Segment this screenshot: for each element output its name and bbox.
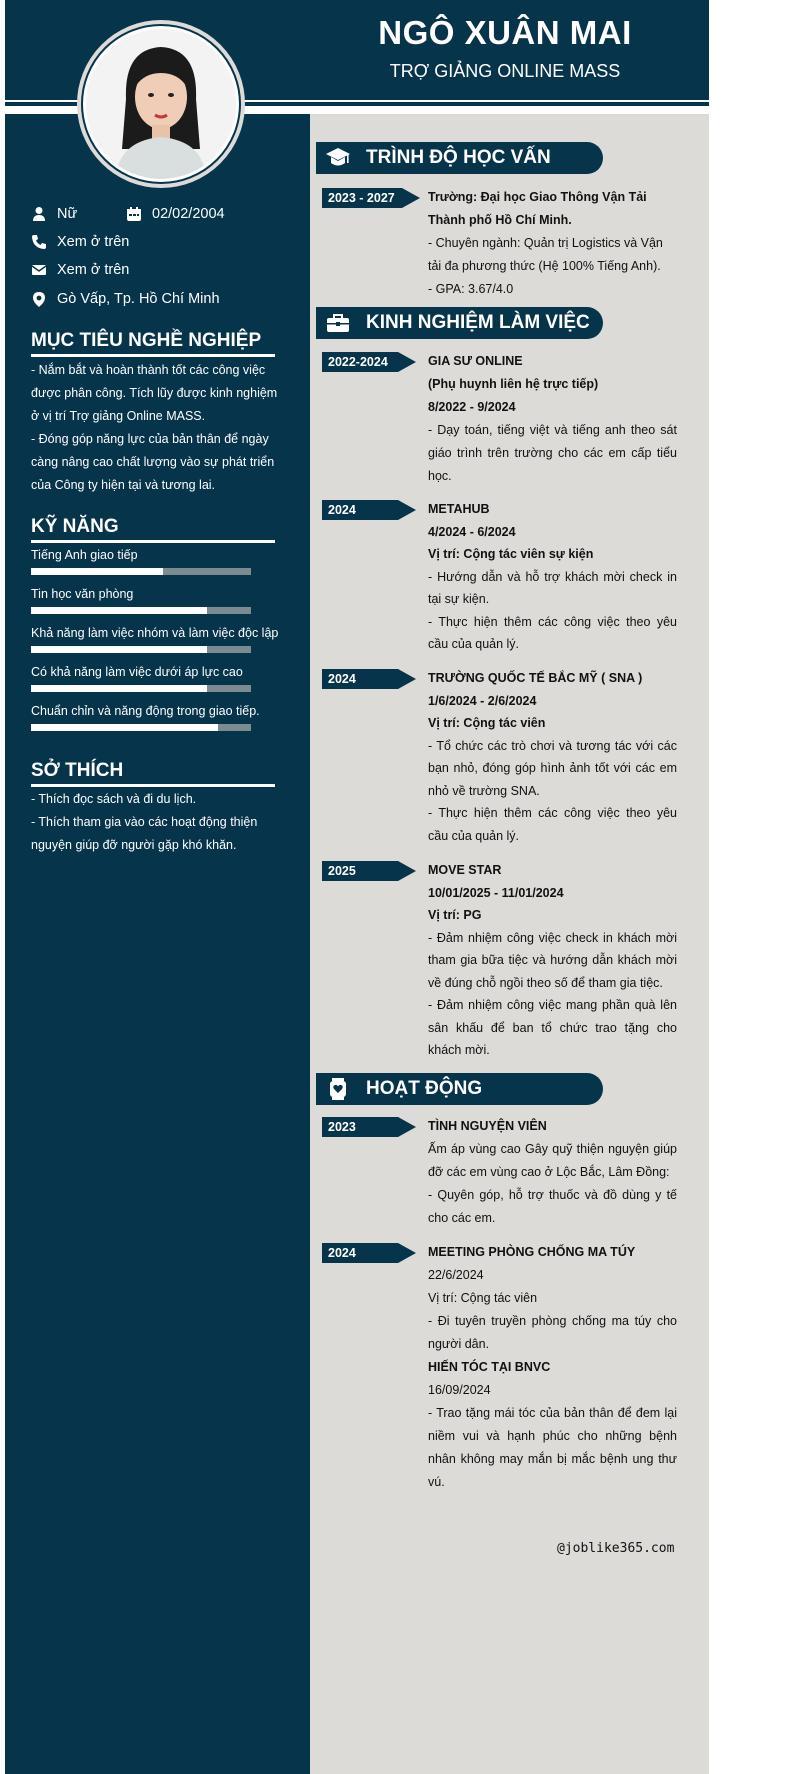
- tag-arrow: [402, 188, 420, 208]
- calendar-icon: [126, 206, 142, 222]
- skill-bar: [31, 646, 251, 653]
- experience-line: - Dạy toán, tiếng việt và tiếng anh theo sát giáo trình trên trường cho các em cấp tiểu học.: [428, 423, 677, 483]
- experience-period-tag: [322, 352, 416, 372]
- hobbies-heading: SỞ THÍCH: [31, 760, 275, 787]
- experience-date: 4/2024 - 6/2024: [428, 524, 516, 539]
- experience-date: 8/2022 - 9/2024: [428, 400, 516, 414]
- skill-bar-fill: [31, 724, 218, 731]
- gender-value: Nữ: [57, 206, 78, 222]
- avatar-portrait: [86, 29, 236, 179]
- education-entry: [428, 186, 677, 301]
- experience-line: - Đảm nhiệm công việc check in khách mời tham gia bữa tiệc và hướng dẫn khách mời về đúng chỗ ngồi theo số để tham gia tiệc.: [428, 930, 677, 990]
- education-school: Trường: Đại học Giao Thông Vận Tải Thành phố Hồ Chí Minh.: [428, 190, 647, 227]
- avatar: [83, 26, 239, 182]
- hobbies-text: [31, 788, 286, 857]
- experience-sub: (Phụ huynh liên hệ trực tiếp): [428, 377, 599, 391]
- education-major: - Chuyên ngành: Quản trị Logistics và Vận tải đa phương thức (Hệ 100% Tiếng Anh).: [428, 236, 663, 273]
- objective-text: [31, 359, 286, 497]
- experience-line: - Đảm nhiệm công việc mang phần quà lên sân khấu để ban tổ chức trao tặng cho khách mời.: [428, 998, 677, 1057]
- person-icon: [31, 206, 47, 222]
- experience-period-tag: [322, 861, 416, 881]
- education-period-tag: [322, 188, 420, 208]
- phone-icon: [31, 234, 47, 250]
- email-value: Xem ở trên: [57, 262, 130, 278]
- gender-row: [31, 206, 77, 222]
- experience-period-tag: [322, 669, 416, 689]
- experience-entry: [428, 498, 677, 656]
- envelope-icon: [31, 262, 47, 278]
- activity-date: 16/09/2024: [428, 1383, 491, 1397]
- experience-line: - Hướng dẫn và hỗ trợ khách mời check in tại sự kiện.: [428, 569, 677, 606]
- experience-heading-text: KINH NGHIỆM LÀM VIỆC: [366, 312, 590, 333]
- briefcase-icon: [326, 313, 350, 333]
- birthdate-row: [126, 206, 225, 222]
- activity-desc: Ấm áp vùng cao Gây quỹ thiện nguyện giúp đỡ các em vùng cao ở Lộc Bắc, Lâm Đồng:: [428, 1142, 677, 1179]
- skill-bar: [31, 568, 251, 575]
- skill-bar-fill: [31, 568, 163, 575]
- activity-line: - Đi tuyên truyền phòng chống ma túy cho người dân.: [428, 1314, 677, 1351]
- experience-date: 10/01/2025 - 11/01/2024: [428, 885, 564, 900]
- education-gpa: - GPA: 3.67/4.0: [428, 282, 514, 296]
- footer-watermark: @joblike365.com: [557, 1541, 675, 1556]
- skill-label: Có khả năng làm việc dưới áp lực cao: [31, 665, 243, 679]
- skill-label: Tin học văn phòng: [31, 587, 134, 601]
- activity-org: TÌNH NGUYỆN VIÊN: [428, 1119, 547, 1133]
- activity-entry: [428, 1241, 677, 1494]
- experience-role: Vị trí: PG: [428, 908, 482, 922]
- experience-heading: [316, 307, 603, 339]
- objective-heading: MỤC TIÊU NGHỀ NGHIỆP: [31, 330, 275, 357]
- cv-page: [5, 0, 709, 1774]
- experience-line: - Thực hiện thêm các công việc theo yêu cầu của quản lý.: [428, 806, 677, 843]
- experience-role: Vị trí: Cộng tác viên: [428, 716, 546, 730]
- activity-org: MEETING PHÒNG CHỐNG MA TÚY: [428, 1245, 636, 1259]
- address-row: [31, 291, 220, 307]
- experience-org: MOVE STAR: [428, 863, 502, 877]
- education-period: 2023 - 2027: [322, 188, 402, 208]
- experience-entry: [428, 859, 677, 1062]
- activities-heading: [316, 1073, 603, 1105]
- skill-bar-fill: [31, 646, 207, 653]
- experience-period: 2024: [322, 500, 398, 520]
- tag-arrow: [398, 1117, 416, 1137]
- experience-date: 1/6/2024 - 2/6/2024: [428, 693, 537, 708]
- experience-line: - Tổ chức các trò chơi và tương tác với các bạn nhỏ, đóng góp hình ảnh tốt với các em nhỏ về trường SNA.: [428, 738, 677, 798]
- heart-badge-icon: [329, 1078, 347, 1100]
- experience-entry: [428, 350, 677, 488]
- activity-line: - Trao tặng mái tóc của bản thân để đem lại niềm vui và hạnh phúc cho những bệnh nhân không may mắn bị mắc bệnh ung thư vú.: [428, 1406, 677, 1489]
- location-pin-icon: [31, 291, 47, 307]
- tag-arrow: [398, 500, 416, 520]
- skills-heading: KỸ NĂNG: [31, 516, 275, 543]
- experience-role: Vị trí: Cộng tác viên sự kiện: [428, 547, 594, 561]
- tag-arrow: [398, 861, 416, 881]
- hobby-line: - Thích đọc sách và đi du lịch.: [31, 792, 197, 806]
- address-value: Gò Vấp, Tp. Hồ Chí Minh: [57, 291, 220, 307]
- experience-period: 2024: [322, 669, 398, 689]
- experience-period: 2022-2024: [322, 352, 398, 372]
- candidate-name: NGÔ XUÂN MAI: [378, 14, 632, 51]
- skill-label: Chuẩn chỉn và năng động trong giao tiếp.: [31, 704, 260, 718]
- birthdate-value: 02/02/2004: [152, 206, 225, 222]
- activity-org: HIẾN TÓC TẠI BNVC: [428, 1360, 551, 1374]
- tag-arrow: [398, 669, 416, 689]
- activities-heading-text: HOẠT ĐỘNG: [366, 1078, 483, 1099]
- experience-org: TRƯỜNG QUỐC TẾ BẮC MỸ ( SNA ): [428, 671, 643, 685]
- experience-entry: [428, 667, 677, 847]
- skill-bar: [31, 724, 251, 731]
- activity-entry: [428, 1115, 677, 1230]
- objective-line: - Nắm bắt và hoàn thành tốt các công việc được phân công. Tích lũy được kinh nghiệm ở vị trí Trợ giảng Online MASS.: [31, 363, 278, 423]
- activity-period-tag: [322, 1117, 416, 1137]
- experience-period: 2025: [322, 861, 398, 881]
- candidate-title: TRỢ GIẢNG ONLINE MASS: [389, 61, 621, 81]
- tag-arrow: [398, 352, 416, 372]
- education-heading-text: TRÌNH ĐỘ HỌC VẤN: [366, 147, 551, 168]
- skill-bar-fill: [31, 607, 207, 614]
- education-heading: [316, 142, 603, 174]
- email-row: [31, 262, 129, 278]
- activity-period: 2024: [322, 1243, 398, 1263]
- experience-line: - Thực hiện thêm các công việc theo yêu cầu của quản lý.: [428, 614, 677, 651]
- phone-value: Xem ở trên: [57, 234, 130, 250]
- hobby-line: - Thích tham gia vào các hoạt động thiện nguyện giúp đỡ người gặp khó khăn.: [31, 815, 258, 852]
- skill-bar: [31, 607, 251, 614]
- objective-line: - Đóng góp năng lực của bản thân để ngày càng nâng cao chất lượng vào sự phát triển của Công ty hiện tại và tương lai.: [31, 432, 275, 492]
- phone-row: [31, 234, 129, 250]
- skill-bar: [31, 685, 251, 692]
- skill-bar-fill: [31, 685, 207, 692]
- activity-date: 22/6/2024: [428, 1268, 484, 1282]
- tag-arrow: [398, 1243, 416, 1263]
- skill-label: Khả năng làm việc nhóm và làm việc độc lập: [31, 626, 279, 640]
- activity-role: Vị trí: Cộng tác viên: [428, 1291, 538, 1305]
- skill-label: Tiếng Anh giao tiếp: [31, 548, 138, 562]
- experience-org: METAHUB: [428, 502, 490, 516]
- experience-period-tag: [322, 500, 416, 520]
- graduation-cap-icon: [325, 147, 351, 169]
- activity-line: - Quyên góp, hỗ trợ thuốc và đồ dùng y tế cho các em.: [428, 1188, 677, 1225]
- experience-org: GIA SƯ ONLINE: [428, 354, 523, 368]
- activity-period-tag: [322, 1243, 416, 1263]
- activity-period: 2023: [322, 1117, 398, 1137]
